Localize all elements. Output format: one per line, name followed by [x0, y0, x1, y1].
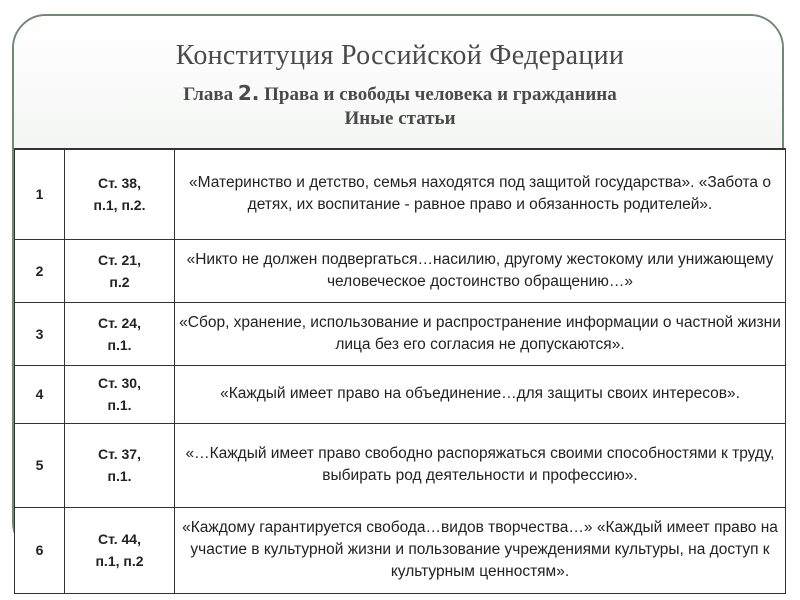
article-ref-line2: п.1. — [107, 336, 132, 353]
table-row — [15, 239, 786, 302]
chapter-name: Права и свободы человека и гражданина — [264, 84, 617, 105]
article-ref — [65, 149, 175, 239]
chapter-heading — [0, 81, 800, 106]
article-ref-line1: Ст. 30, — [98, 375, 141, 391]
article-ref — [65, 239, 175, 302]
article-ref-line2: п.1, п.2 — [95, 553, 144, 569]
article-ref-line1: Ст. 24, — [98, 314, 141, 331]
article-ref-line2: п.1, п.2. — [93, 197, 146, 214]
articles-table — [14, 148, 786, 594]
table-row — [15, 423, 786, 507]
row-number: 4 — [15, 365, 65, 423]
article-ref-line1: Ст. 37, — [98, 446, 141, 462]
article-ref-line1: Ст. 21, — [98, 251, 141, 268]
article-ref-line1: Ст. 44, — [98, 531, 141, 547]
table-row — [15, 365, 786, 423]
table-row — [15, 149, 786, 239]
article-ref — [65, 507, 175, 593]
article-text: «Каждый имеет право на объединение…для защиты своих интересов». — [175, 365, 786, 423]
article-text: «…Каждый имеет право свободно распоряжаться своими способностями к труду, выбирать род деятельности и профессию». — [175, 423, 786, 507]
article-ref-line2: п.1. — [107, 397, 132, 413]
row-number: 1 — [15, 149, 65, 239]
article-ref-line2: п.1. — [107, 468, 132, 484]
article-text: «Каждому гарантируется свобода…видов творчества…» «Каждый имеет право на участие в культурной жизни и пользование учреждениями культуры, на доступ к культурным ценностям». — [175, 507, 786, 593]
table-row — [15, 507, 786, 593]
article-ref-line2: п.2 — [109, 273, 130, 290]
slide-title: Конституция Российской Федерации — [175, 40, 625, 71]
article-ref — [65, 365, 175, 423]
row-number: 5 — [15, 423, 65, 507]
article-ref — [65, 423, 175, 507]
row-number: 2 — [15, 239, 65, 302]
article-ref — [65, 302, 175, 365]
row-number: 3 — [15, 302, 65, 365]
row-number: 6 — [15, 507, 65, 593]
chapter-number: 2. — [237, 81, 260, 105]
table-row — [15, 302, 786, 365]
article-text: «Никто не должен подвергаться…насилию, другому жестокому или унижающему человеческое достоинство обращению…» — [175, 239, 786, 302]
section-heading: Иные статьи — [344, 108, 456, 129]
article-text: «Материнство и детство, семья находятся под защитой государства». «Забота о детях, их воспитание - равное право и обязанность родителей». — [175, 149, 786, 239]
chapter-prefix: Глава — [183, 84, 234, 105]
article-ref-line1: Ст. 38, — [98, 175, 141, 192]
article-text: «Сбор, хранение, использование и распространение информации о частной жизни лица без его согласия не допускаются». — [175, 302, 786, 365]
